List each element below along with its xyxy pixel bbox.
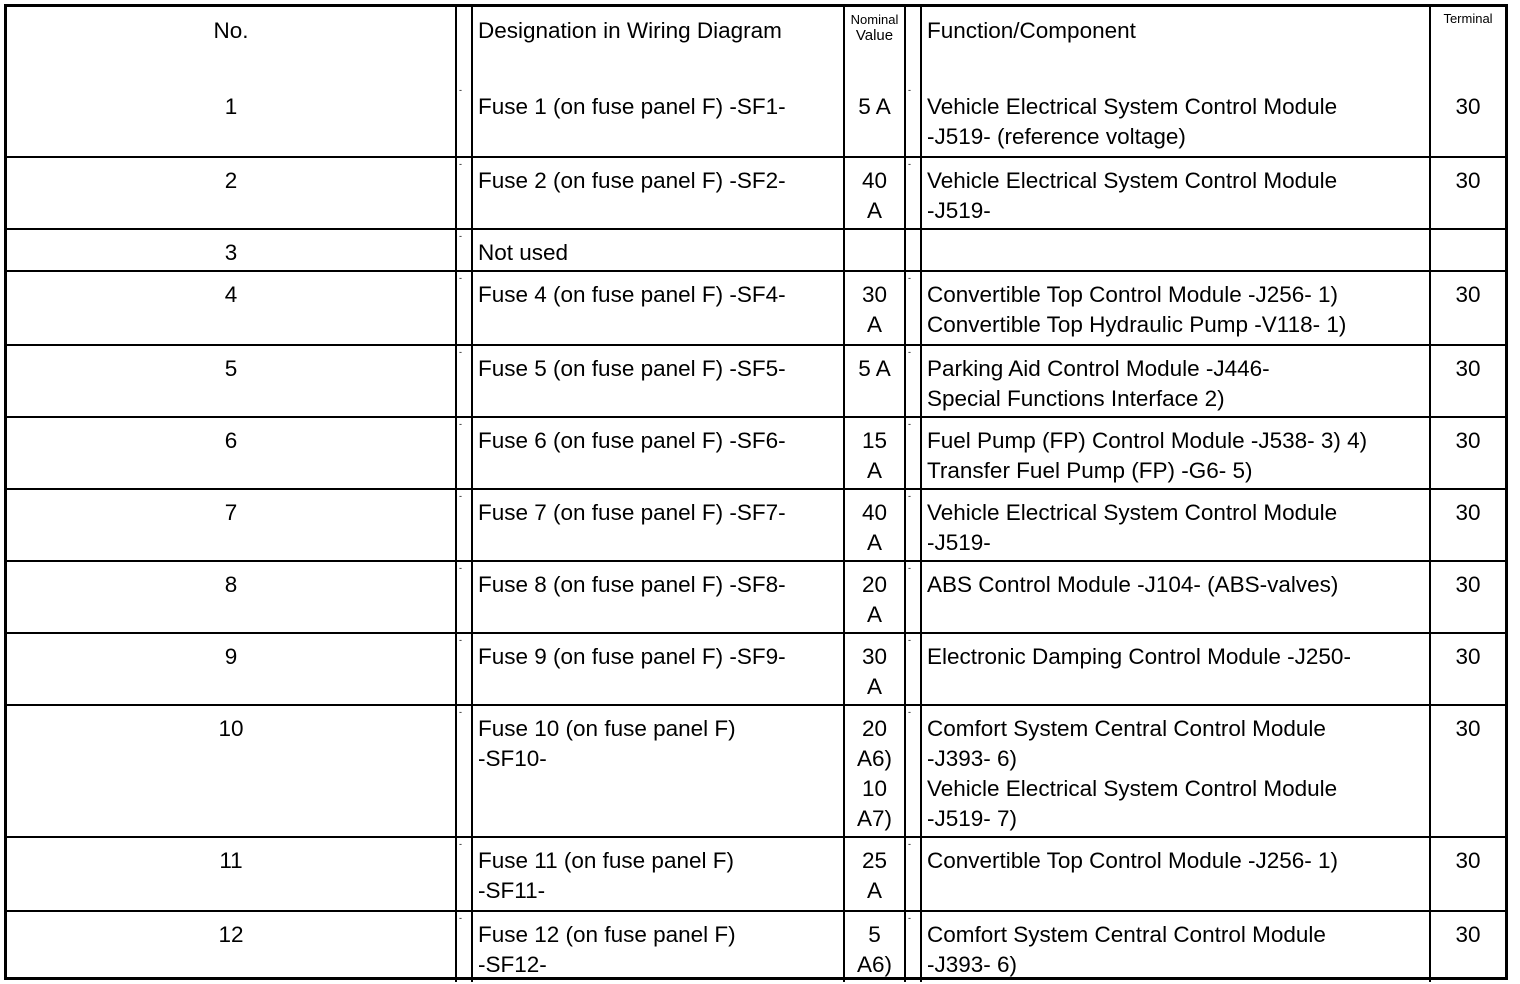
function-line: Vehicle Electrical System Control Module (927, 168, 1338, 193)
function-line: Comfort System Central Control Module (927, 716, 1326, 741)
tick-mark: - (908, 635, 911, 645)
tick-mark: - (459, 85, 462, 95)
row-number: 11 (7, 837, 456, 911)
nominal-value-cell (844, 345, 905, 417)
table-row (7, 561, 1505, 633)
nominal-value-line: 5 A (858, 94, 891, 119)
nominal-value-cell (844, 417, 905, 489)
tick-mark: - (459, 491, 462, 501)
tick-mark: - (459, 635, 462, 645)
row-gap-1 (456, 84, 472, 157)
tick-mark: - (908, 419, 911, 429)
designation-cell (472, 561, 844, 633)
row-gap-2 (905, 837, 921, 911)
tick-mark: - (459, 231, 462, 241)
row-gap-1 (456, 271, 472, 345)
nominal-value-line: 20 (861, 716, 888, 741)
function-line: Vehicle Electrical System Control Module (927, 776, 1338, 801)
function-cell (921, 705, 1430, 837)
tick-mark: - (459, 563, 462, 573)
function-line: Parking Aid Control Module -J446- (927, 356, 1270, 381)
row-gap-1 (456, 417, 472, 489)
row-gap-1 (456, 489, 472, 561)
row-gap-1 (456, 345, 472, 417)
terminal-cell: 30 (1430, 911, 1505, 982)
nominal-value-cell (844, 84, 905, 157)
terminal-cell: 30 (1430, 84, 1505, 157)
function-line: Convertible Top Hydraulic Pump -V118- 1) (927, 312, 1347, 337)
terminal-cell: 30 (1430, 157, 1505, 229)
nominal-value-cell (844, 561, 905, 633)
nominal-value-line: A (866, 674, 882, 699)
row-number: 3 (7, 229, 456, 271)
terminal-cell: 30 (1430, 561, 1505, 633)
designation-cell (472, 157, 844, 229)
row-gap-2 (905, 345, 921, 417)
function-line: Vehicle Electrical System Control Module (927, 500, 1338, 525)
tick-mark: - (459, 159, 462, 169)
nominal-value-cell (844, 271, 905, 345)
designation-line: Fuse 7 (on fuse panel F) -SF7- (478, 500, 786, 525)
tick-mark: - (908, 85, 911, 95)
terminal-cell: 30 (1430, 271, 1505, 345)
row-gap-2 (905, 229, 921, 271)
tick-mark: - (459, 273, 462, 283)
designation-cell (472, 633, 844, 705)
row-gap-1 (456, 633, 472, 705)
table-row (7, 911, 1505, 982)
row-number: 9 (7, 633, 456, 705)
function-line: -J519- (927, 530, 991, 555)
tick-mark: - (908, 563, 911, 573)
function-line: -J519- 7) (927, 806, 1018, 831)
table-row (7, 489, 1505, 561)
row-number: 1 (7, 84, 456, 157)
row-gap-1 (456, 705, 472, 837)
row-number: 6 (7, 417, 456, 489)
designation-line: Fuse 5 (on fuse panel F) -SF5- (478, 356, 786, 381)
designation-cell (472, 705, 844, 837)
table-body (7, 84, 1505, 982)
nominal-value-line: 40 (861, 500, 888, 525)
designation-line: Fuse 1 (on fuse panel F) -SF1- (478, 94, 786, 119)
header-function: Function/Component (921, 7, 1430, 84)
nominal-value-line: A (866, 198, 882, 223)
row-gap-2 (905, 417, 921, 489)
row-gap-2 (905, 84, 921, 157)
row-number: 12 (7, 911, 456, 982)
table-row (7, 837, 1505, 911)
tick-mark: - (908, 913, 911, 923)
designation-line: Fuse 4 (on fuse panel F) -SF4- (478, 282, 786, 307)
tick-mark: - (459, 419, 462, 429)
nominal-value-line: 10 (861, 776, 888, 801)
tick-mark: - (908, 347, 911, 357)
row-gap-1 (456, 911, 472, 982)
nominal-value-line: A (866, 312, 882, 337)
nominal-value-line: 30 (861, 644, 888, 669)
row-gap-1 (456, 157, 472, 229)
designation-line: Fuse 10 (on fuse panel F) (478, 716, 736, 741)
nominal-value-cell (844, 157, 905, 229)
table-row (7, 229, 1505, 271)
terminal-cell: 30 (1430, 837, 1505, 911)
header-gap-2 (905, 7, 921, 84)
designation-line: Fuse 12 (on fuse panel F) (478, 922, 736, 947)
nominal-value-cell (844, 489, 905, 561)
table-row (7, 417, 1505, 489)
designation-cell (472, 84, 844, 157)
nominal-value-cell (844, 911, 905, 982)
tick-mark: - (908, 707, 911, 717)
tick-mark: - (459, 839, 462, 849)
designation-line: Not used (478, 240, 569, 265)
function-line: -J393- 6) (927, 952, 1018, 977)
function-cell (921, 633, 1430, 705)
function-line: -J519- (reference voltage) (927, 124, 1186, 149)
row-gap-2 (905, 705, 921, 837)
nominal-value-cell (844, 705, 905, 837)
tick-mark: - (908, 491, 911, 501)
fuse-table-frame (4, 4, 1508, 980)
designation-line: Fuse 9 (on fuse panel F) -SF9- (478, 644, 786, 669)
row-gap-1 (456, 837, 472, 911)
row-number: 4 (7, 271, 456, 345)
nominal-value-line: 25 (861, 848, 888, 873)
tick-mark: - (908, 159, 911, 169)
row-number: 5 (7, 345, 456, 417)
designation-cell (472, 417, 844, 489)
header-nominal-value (844, 7, 905, 84)
table-row (7, 271, 1505, 345)
nominal-value-line: 5 A (858, 356, 891, 381)
tick-mark: - (459, 347, 462, 357)
header-designation: Designation in Wiring Diagram (472, 7, 844, 84)
function-line: Comfort System Central Control Module (927, 922, 1326, 947)
table-row (7, 705, 1505, 837)
function-line: ABS Control Module -J104- (ABS-valves) (927, 572, 1339, 597)
designation-line: Fuse 8 (on fuse panel F) -SF8- (478, 572, 786, 597)
table-row (7, 345, 1505, 417)
header-no: No. (7, 7, 456, 84)
nominal-value-line: A7) (856, 806, 892, 831)
row-number: 7 (7, 489, 456, 561)
function-cell (921, 229, 1430, 271)
designation-cell (472, 229, 844, 271)
designation-line: Fuse 2 (on fuse panel F) -SF2- (478, 168, 786, 193)
tick-mark: - (908, 839, 911, 849)
function-line: Convertible Top Control Module -J256- 1) (927, 282, 1339, 307)
terminal-cell (1430, 229, 1505, 271)
tick-mark: - (908, 273, 911, 283)
terminal-cell: 30 (1430, 633, 1505, 705)
table-row (7, 84, 1505, 157)
function-line: -J393- 6) (927, 746, 1018, 771)
function-cell (921, 345, 1430, 417)
row-number: 8 (7, 561, 456, 633)
fuse-table (7, 7, 1505, 982)
function-cell (921, 911, 1430, 982)
designation-cell (472, 271, 844, 345)
table-row (7, 633, 1505, 705)
function-cell (921, 837, 1430, 911)
nominal-value-line: A (866, 458, 882, 483)
function-line: Fuel Pump (FP) Control Module -J538- 3) 4) (927, 428, 1368, 453)
designation-line: Fuse 11 (on fuse panel F) (478, 848, 734, 873)
nominal-value-line: A (866, 878, 882, 903)
tick-mark: - (459, 913, 462, 923)
nominal-value-cell (844, 837, 905, 911)
designation-cell (472, 489, 844, 561)
nominal-value-line: 5 (868, 922, 881, 947)
nominal-value-line: A (866, 602, 882, 627)
function-line: Transfer Fuel Pump (FP) -G6- 5) (927, 458, 1253, 483)
row-gap-2 (905, 911, 921, 982)
nominal-value-line: A6) (856, 952, 892, 977)
header-row (7, 7, 1505, 84)
function-cell (921, 157, 1430, 229)
terminal-cell: 30 (1430, 489, 1505, 561)
table-row (7, 157, 1505, 229)
nominal-value-line: 40 (861, 168, 888, 193)
function-cell (921, 84, 1430, 157)
row-gap-2 (905, 157, 921, 229)
row-gap-2 (905, 633, 921, 705)
header-gap-1 (456, 7, 472, 84)
row-gap-1 (456, 229, 472, 271)
terminal-cell: 30 (1430, 345, 1505, 417)
function-line: -J519- (927, 198, 991, 223)
designation-line: -SF12- (478, 952, 547, 977)
function-cell (921, 561, 1430, 633)
function-cell (921, 489, 1430, 561)
designation-line: Fuse 6 (on fuse panel F) -SF6- (478, 428, 786, 453)
tick-mark: - (459, 707, 462, 717)
nominal-value-line: 20 (861, 572, 888, 597)
designation-cell (472, 345, 844, 417)
function-line: Vehicle Electrical System Control Module (927, 94, 1338, 119)
nominal-value-cell (844, 633, 905, 705)
nominal-value-cell (844, 229, 905, 271)
terminal-cell: 30 (1430, 705, 1505, 837)
row-number: 10 (7, 705, 456, 837)
row-gap-1 (456, 561, 472, 633)
function-cell (921, 417, 1430, 489)
row-number: 2 (7, 157, 456, 229)
function-line: Special Functions Interface 2) (927, 386, 1225, 411)
nominal-value-line: 15 (861, 428, 888, 453)
designation-cell (472, 911, 844, 982)
header-nominal-line1: Nominal (850, 12, 899, 27)
nominal-value-line: A6) (856, 746, 892, 771)
designation-cell (472, 837, 844, 911)
row-gap-2 (905, 489, 921, 561)
function-line: Convertible Top Control Module -J256- 1) (927, 848, 1339, 873)
header-nominal-line2: Value (855, 27, 894, 44)
nominal-value-line: 30 (861, 282, 888, 307)
terminal-cell: 30 (1430, 417, 1505, 489)
row-gap-2 (905, 271, 921, 345)
row-gap-2 (905, 561, 921, 633)
function-cell (921, 271, 1430, 345)
header-terminal: Terminal (1430, 7, 1505, 84)
nominal-value-line: A (866, 530, 882, 555)
designation-line: -SF11- (478, 878, 546, 903)
designation-line: -SF10- (478, 746, 547, 771)
function-line: Electronic Damping Control Module -J250- (927, 644, 1351, 669)
